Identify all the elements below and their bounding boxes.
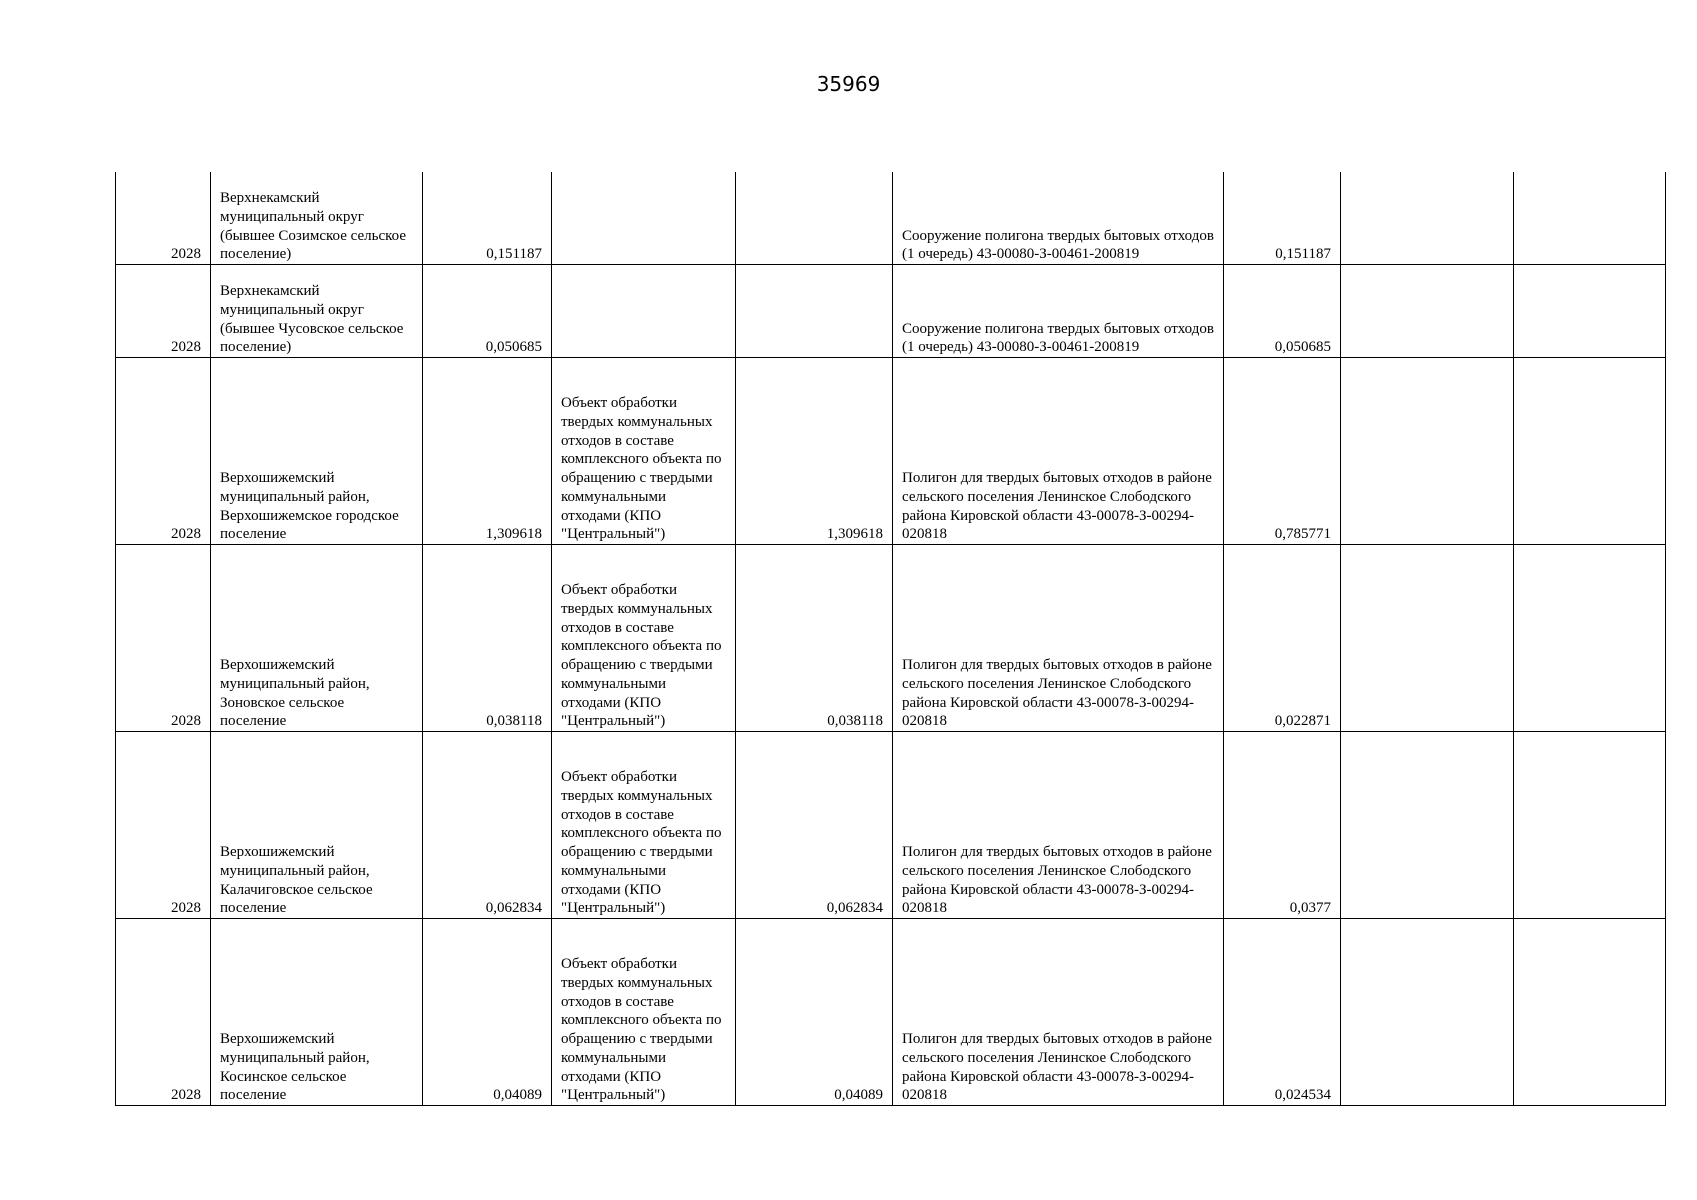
disposal-object-cell: Полигон для твердых бытовых отходов в районе сельского поселения Ленинское Слободского района Кировской области 43-00078-З-00294-020818 — [893, 732, 1224, 919]
processing-object-cell: Объект обработки твердых коммунальных отходов в составе комплексного объекта по обращению с твердыми коммунальными отходами (КПО "Центральный") — [552, 358, 736, 545]
extra-cell-2 — [1514, 172, 1666, 265]
municipality-cell: Верхошижемский муниципальный район, Косинское сельское поселение — [211, 919, 423, 1106]
processing-amount-cell: 1,309618 — [736, 358, 893, 545]
municipality-cell: Верхошижемский муниципальный район, Калачиговское сельское поселение — [211, 732, 423, 919]
disposal-amount-cell: 0,050685 — [1224, 265, 1341, 358]
processing-object-cell: Объект обработки твердых коммунальных отходов в составе комплексного объекта по обращению с твердыми коммунальными отходами (КПО "Центральный") — [552, 732, 736, 919]
extra-cell-2 — [1514, 919, 1666, 1106]
table-row — [116, 545, 1666, 732]
processing-object-cell — [552, 265, 736, 358]
disposal-amount-cell: 0,0377 — [1224, 732, 1341, 919]
municipality-cell: Верхошижемский муниципальный район, Верхошижемское городское поселение — [211, 358, 423, 545]
processing-amount-cell: 0,04089 — [736, 919, 893, 1106]
amount-cell: 0,151187 — [423, 172, 552, 265]
extra-cell-2 — [1514, 265, 1666, 358]
processing-object-cell: Объект обработки твердых коммунальных отходов в составе комплексного объекта по обращению с твердыми коммунальными отходами (КПО "Центральный") — [552, 545, 736, 732]
processing-amount-cell: 0,038118 — [736, 545, 893, 732]
year-cell: 2028 — [116, 545, 211, 732]
processing-amount-cell — [736, 172, 893, 265]
disposal-object-cell: Сооружение полигона твердых бытовых отходов (1 очередь) 43-00080-З-00461-200819 — [893, 265, 1224, 358]
municipality-cell: Верхнекамский муниципальный округ (бывшее Созимское сельское поселение) — [211, 172, 423, 265]
amount-cell: 1,309618 — [423, 358, 552, 545]
amount-cell: 0,04089 — [423, 919, 552, 1106]
disposal-object-cell: Сооружение полигона твердых бытовых отходов (1 очередь) 43-00080-З-00461-200819 — [893, 172, 1224, 265]
disposal-amount-cell: 0,022871 — [1224, 545, 1341, 732]
year-cell: 2028 — [116, 919, 211, 1106]
year-cell: 2028 — [116, 732, 211, 919]
processing-amount-cell — [736, 265, 893, 358]
amount-cell: 0,050685 — [423, 265, 552, 358]
processing-object-cell — [552, 172, 736, 265]
year-cell: 2028 — [116, 265, 211, 358]
table-row — [116, 919, 1666, 1106]
extra-cell-2 — [1514, 358, 1666, 545]
disposal-object-cell: Полигон для твердых бытовых отходов в районе сельского поселения Ленинское Слободского района Кировской области 43-00078-З-00294-020818 — [893, 358, 1224, 545]
table-body — [116, 172, 1666, 1106]
processing-object-cell: Объект обработки твердых коммунальных отходов в составе комплексного объекта по обращению с твердыми коммунальными отходами (КПО "Центральный") — [552, 919, 736, 1106]
table-row — [116, 172, 1666, 265]
extra-cell-2 — [1514, 545, 1666, 732]
table-row — [116, 265, 1666, 358]
disposal-amount-cell: 0,151187 — [1224, 172, 1341, 265]
waste-flow-table — [115, 172, 1666, 1106]
extra-cell-1 — [1341, 265, 1514, 358]
year-cell: 2028 — [116, 172, 211, 265]
processing-amount-cell: 0,062834 — [736, 732, 893, 919]
year-cell: 2028 — [116, 358, 211, 545]
disposal-object-cell: Полигон для твердых бытовых отходов в районе сельского поселения Ленинское Слободского района Кировской области 43-00078-З-00294-020818 — [893, 919, 1224, 1106]
page-number: 35969 — [816, 72, 881, 96]
extra-cell-1 — [1341, 358, 1514, 545]
table-row — [116, 358, 1666, 545]
extra-cell-1 — [1341, 545, 1514, 732]
table-row — [116, 732, 1666, 919]
extra-cell-1 — [1341, 919, 1514, 1106]
disposal-amount-cell: 0,024534 — [1224, 919, 1341, 1106]
extra-cell-1 — [1341, 172, 1514, 265]
municipality-cell: Верхошижемский муниципальный район, Зоновское сельское поселение — [211, 545, 423, 732]
municipality-cell: Верхнекамский муниципальный округ (бывшее Чусовское сельское поселение) — [211, 265, 423, 358]
disposal-amount-cell: 0,785771 — [1224, 358, 1341, 545]
amount-cell: 0,038118 — [423, 545, 552, 732]
extra-cell-1 — [1341, 732, 1514, 919]
amount-cell: 0,062834 — [423, 732, 552, 919]
extra-cell-2 — [1514, 732, 1666, 919]
disposal-object-cell: Полигон для твердых бытовых отходов в районе сельского поселения Ленинское Слободского района Кировской области 43-00078-З-00294-020818 — [893, 545, 1224, 732]
